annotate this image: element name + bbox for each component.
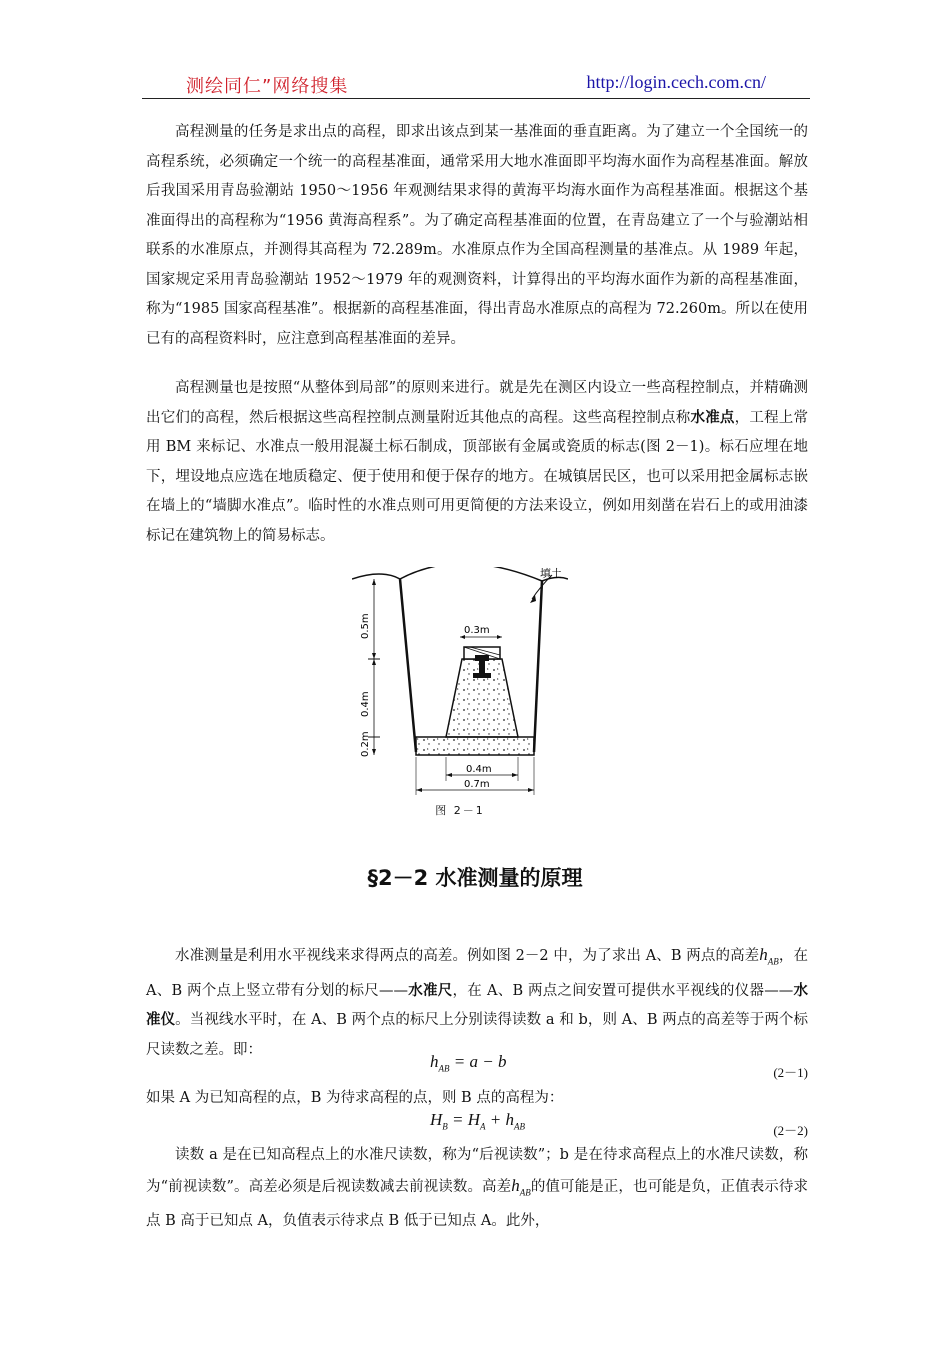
term-level-instrument: 水准仪: [146, 982, 808, 1029]
paragraph-readings: [146, 1141, 808, 1237]
formula-2-2: [146, 1110, 808, 1138]
ground-surface: [352, 567, 568, 581]
formula-2-1-expression: $h_{AB} = a - b$: [430, 1052, 507, 1074]
pit-left-wall: [400, 579, 416, 752]
benchmark-figure: [352, 567, 568, 819]
paragraph-elevation-datum: [146, 118, 808, 354]
benchmark-diagram: [352, 567, 568, 807]
p3-text-b: ，在 A、B 两个点上竖立带有分划的标尺——: [146, 948, 809, 999]
paragraph-3: [146, 940, 808, 1065]
header-source-text: 测绘同仁”网络搜集: [186, 76, 349, 97]
label-depth-02: 0.2m: [360, 731, 371, 757]
label-width-04: 0.4m: [466, 764, 492, 775]
label-width-07: 0.7m: [464, 779, 490, 790]
concrete-base: [416, 737, 534, 755]
math-h-ab: $h_{AB}$: [759, 945, 779, 967]
p3-text-d: ，在 A、B 两点之间安置可提供水平视线的仪器——: [452, 982, 794, 999]
formula-2-1-number: (2－1): [773, 1065, 808, 1080]
p2-text-c: ，工程上常用 BM 来标记、水准点一般用混凝土标石制成，顶部嵌有金属或瓷质的标志(图 2－1)。标石应埋在地下，埋设地点应选在地质稳定、便于使用和便于保存的地方。在城镇居民区，也可以采用把金属标志嵌在墙上的“墙脚水准点”。临时性的水准点则可用更简便的方法来设立，例如用刻凿在岩石上的或用油漆标记在建筑物上的简易标志。: [146, 409, 809, 544]
paragraph-leveling-principle: [146, 940, 808, 1065]
p3-text-a: 水准测量是利用水平视线来求得两点的高差。例如图 2－2 中，为了求出 A、B 两点的高差: [175, 948, 760, 964]
paragraph-2: [146, 374, 808, 551]
p5-text-a: 读数 a 是在已知高程点上的水准尺读数，称为“后视读数”；b 是在待求高程点上的水准尺读数，称为“前视读数”。高差必须是后视读数减去前视读数。高差: [146, 1147, 808, 1195]
label-depth-05: 0.5m: [360, 613, 371, 639]
formula-2-1: [146, 1052, 808, 1080]
p2-text-a: 高程测量也是按照“从整体到局部”的原则来进行。就是先在测区内设立一些高程控制点，并精确测出它们的高程，然后根据这些高程控制点测量附近其他点的高程。这些高程控制点称: [146, 380, 808, 426]
term-leveling-rod: 水准尺: [407, 982, 453, 999]
formula-2-2-expression: $H_B = H_A + h_{AB}$: [430, 1110, 526, 1132]
p5-text-b: 的值可能是正，也可能是负，正值表示待求点 B 高于已知点 A，负值表示待求点 B 低于已知点 A。此外，: [146, 1178, 808, 1230]
section-title: §2－2 水准测量的原理: [367, 866, 583, 890]
label-fill-soil: 填土: [540, 567, 562, 580]
header-url[interactable]: http://login.cech.com.cn/: [586, 72, 766, 92]
label-depth-04: 0.4m: [360, 691, 371, 717]
paragraph-1: 高程测量的任务是求出点的高程，即求出该点到某一基准面的垂直距离。为了建立一个全国统一的高程系统，必须确定一个统一的高程基准面，通常采用大地水准面即平均海水面作为高程基准面。解放后我国采用青岛验潮站 1950～1956 年观测结果求得的黄海平均海水面作为高程基准面。根据这个基准面得出的高程称为“1956 黄海高程系”。为了确定高程基准面的位置，在青岛建立了一个与验潮站相联系的水准原点，并测得其高程为 72.289m。水准原点作为全国高程测量的基准点。从 1989 年起，国家规定采用青岛验潮站 1952～1979 年的观测资料，计算得出的平均海水面作为新的高程基准面，称为“1985 国家高程基准”。根据新的高程基准面，得出青岛水准原点的高程为 72.260m。所以在使用已有的高程资料时，应注意到高程基准面的差异。: [146, 124, 808, 347]
p3-text-f: 。当视线水平时，在 A、B 两个点的标尺上分别读得读数 a 和 b，则 A、B 两点的高差等于两个标尺读数之差。即：: [146, 1012, 808, 1058]
figure-caption: 图 2－1: [435, 804, 485, 817]
paragraph-benchmark: [146, 374, 808, 551]
term-benchmark: 水准点: [690, 409, 735, 426]
math-h-ab-2: $h_{AB}$: [511, 1175, 531, 1197]
paragraph-5: [146, 1141, 808, 1237]
paragraph-4-text: 如果 A 为已知高程的点，B 为待求高程的点，则 B 点的高程为：: [146, 1090, 564, 1106]
formula-2-2-number: (2－2): [773, 1123, 808, 1138]
label-top-width: 0.3m: [464, 625, 490, 636]
pit-right-wall: [534, 581, 542, 752]
page-header: [142, 66, 810, 99]
